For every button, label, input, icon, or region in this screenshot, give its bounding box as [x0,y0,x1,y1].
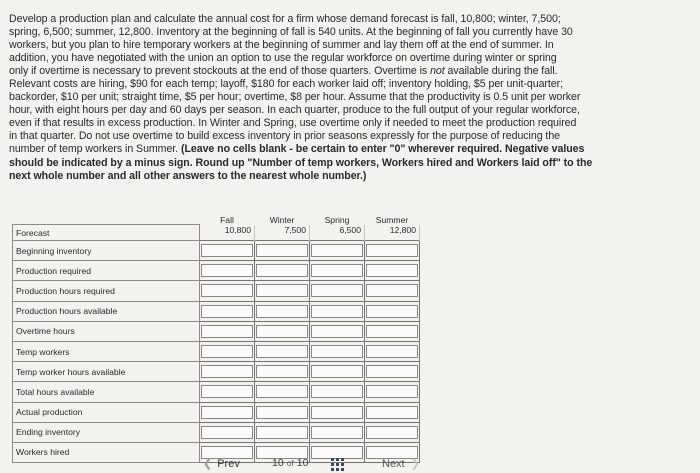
answer-cell [255,341,310,361]
answer-input[interactable] [256,426,308,439]
answer-cell [200,261,255,281]
answer-input[interactable] [256,325,308,338]
row-label: Overtime hours [13,321,200,341]
answer-input[interactable] [256,406,308,419]
answer-cell [200,321,255,341]
row-label: Temp workers [13,341,200,361]
answer-cell [365,341,420,361]
answer-cell [200,281,255,301]
answer-input[interactable] [366,426,418,439]
answer-input[interactable] [311,305,363,318]
answer-input[interactable] [366,345,418,358]
answer-cell [310,321,365,341]
table-row [13,402,420,422]
answer-cell [310,402,365,422]
answer-cell [255,301,310,321]
answer-cell [200,341,255,361]
column-header: Fall [220,214,234,225]
answer-input[interactable] [256,305,308,318]
answer-input[interactable] [201,406,253,419]
table-row [13,241,420,261]
row-label: Temp worker hours available [13,362,200,382]
column-header: Winter [269,214,295,225]
answer-input[interactable] [201,264,253,277]
answer-cell [365,382,420,402]
answer-cell [255,281,310,301]
answer-cell [310,301,365,321]
answer-input[interactable] [366,406,418,419]
answer-cell [200,241,255,261]
answer-input[interactable] [201,426,253,439]
answer-cell [310,281,365,301]
answer-input[interactable] [201,244,253,257]
answer-cell [310,261,365,281]
answer-input[interactable] [366,284,418,297]
answer-cell [200,402,255,422]
answer-cell [365,321,420,341]
answer-input[interactable] [256,264,308,277]
answer-cell [255,321,310,341]
forecast-value: 7,500 [255,225,310,241]
answer-input[interactable] [311,385,363,398]
answer-cell [255,422,310,442]
table-row [13,362,420,382]
answer-cell [255,241,310,261]
answer-input[interactable] [256,244,308,257]
problem-statement: Develop a production plan and calculate the annual cost for a firm whose demand forecast is fall, 10,800; winter, 7,500; spring, 6,500; summer, 12,800. Inventory at the beginning of fall is 540 units. At the beginning of fall you currently have 30 workers, but you plan to hire temporary workers at the beginning of summer and lay them off at the end of summer. In addition, you have negotiated with the union an option to use the regular workforce on overtime during winter or spring only if overtime is necessary to prevent stockouts at the end of those quarters. Overtime is not available during the fall. Relevant costs are hiring, $90 for each temp; layoff, $180 for each worker laid off; inventory holding, $5 per unit-quarter; backorder, $10 per unit; straight time, $5 per hour; overtime, $8 per hour. Assume that the productivity is 0.5 unit per worker hour, with eight hours per day and 60 days per season. In each quarter, produce to the full output of your regular workforce, even if that results in excess production. In Winter and Spring, use overtime only if needed to meet the production required in that quarter. Do not use overtime to build excess inventory in prior seasons expressly for the purpose of reducing the number of temp workers in Summer. (Leave no cells blank - be certain to enter "0" wherever required. Negative values should be indicated by a minus sign. Round up "Number of temp workers, Workers hired and Workers laid off" to the next whole number and all other answers to the nearest whole number.) [9,13,593,182]
answer-input[interactable] [201,385,253,398]
answer-cell [200,301,255,321]
answer-input[interactable] [366,264,418,277]
answer-input[interactable] [311,406,363,419]
row-label: Total hours available [13,382,200,402]
answer-input[interactable] [201,345,253,358]
column-header: Spring [324,214,350,225]
table-row [13,301,420,321]
answer-input[interactable] [366,244,418,257]
answer-cell [365,402,420,422]
grid-icon[interactable] [331,458,345,471]
table-row [13,341,420,361]
table-row [13,422,420,442]
answer-cell [255,382,310,402]
answer-cell [310,362,365,382]
table-header-row [13,207,420,225]
row-label: Actual production [13,402,200,422]
answer-input[interactable] [256,345,308,358]
row-label: Production hours required [13,281,200,301]
table-row [13,261,420,281]
answer-input[interactable] [256,385,308,398]
answer-input[interactable] [201,365,253,378]
answer-input[interactable] [311,365,363,378]
answer-input[interactable] [311,244,363,257]
answer-cell [200,362,255,382]
answer-input[interactable] [311,325,363,338]
answer-input[interactable] [311,284,363,297]
answer-cell [365,261,420,281]
production-plan-table [12,207,420,458]
row-label: Forecast [13,225,200,241]
answer-cell [310,422,365,442]
table-row [13,321,420,341]
answer-input[interactable] [201,325,253,338]
next-button[interactable] [382,457,420,470]
row-label: Production required [13,261,200,281]
answer-input[interactable] [366,305,418,318]
forecast-row [13,225,420,241]
answer-cell [310,382,365,402]
answer-cell [310,241,365,261]
answer-cell [365,301,420,321]
answer-input[interactable] [366,385,418,398]
answer-cell [255,402,310,422]
answer-cell [255,362,310,382]
answer-input[interactable] [311,426,363,439]
row-label: Ending inventory [13,422,200,442]
answer-cell [200,382,255,402]
table-row [13,382,420,402]
page-current: 10 [272,457,284,469]
answer-cell [365,422,420,442]
answer-input[interactable] [366,365,418,378]
answer-input[interactable] [256,284,308,297]
answer-cell [255,261,310,281]
table-row [13,281,420,301]
answer-cell [310,341,365,361]
forecast-value: 12,800 [365,225,420,241]
answer-input[interactable] [366,325,418,338]
answer-input[interactable] [201,305,253,318]
chevron-left-icon: ❮ [203,458,213,470]
answer-cell [365,241,420,261]
forecast-value: 10,800 [200,225,255,241]
row-label: Workers hired [13,442,200,462]
forecast-value: 6,500 [310,225,365,241]
page-indicator [272,457,308,469]
answer-input[interactable] [311,345,363,358]
answer-input[interactable] [256,365,308,378]
answer-cell [365,281,420,301]
answer-input[interactable] [201,284,253,297]
chevron-right-icon: ❯ [410,458,420,470]
row-label: Production hours available [13,301,200,321]
prev-button[interactable] [203,457,240,470]
page-of: of [286,458,294,468]
next-label: Next [382,458,405,470]
column-header: Summer [375,214,409,225]
answer-input[interactable] [311,264,363,277]
answer-cell [365,362,420,382]
answer-cell [200,422,255,442]
row-label: Beginning inventory [13,241,200,261]
prev-label: Prev [217,458,240,470]
page-total: 10 [296,457,309,469]
